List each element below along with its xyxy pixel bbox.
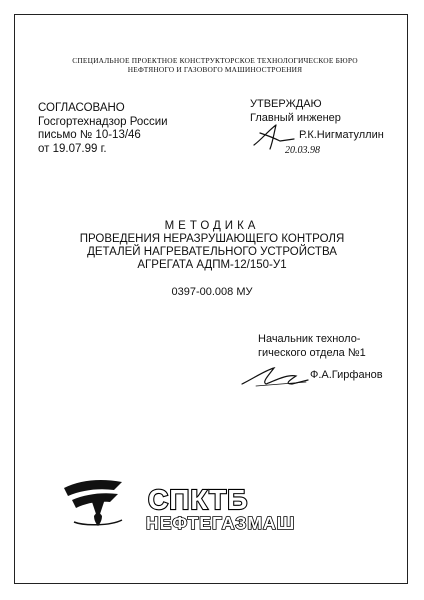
document-title [40,220,384,272]
approved-signature-line [250,125,384,156]
title-line-3: ДЕТАЛЕЙ НАГРЕВАТЕЛЬНОГО УСТРОЙСТВА [87,246,337,258]
organization-header [60,56,370,74]
agreed-label: СОГЛАСОВАНО [38,102,125,114]
title-line-4: АГРЕГАТА АДПМ-12/150-У1 [137,259,287,271]
document-code: 0397-00.008 МУ [171,286,253,298]
header-line-1: СПЕЦИАЛЬНОЕ ПРОЕКТНОЕ КОНСТРУКТОРСКОЕ ТЕХНОЛОГИЧЕСКОЕ БЮРО [72,56,358,65]
approved-date: 20.03.98 [285,145,320,156]
approved-block [250,98,384,156]
agreed-letter: письмо № 10-13/46 [38,129,141,141]
approved-position: Главный инженер [250,111,341,124]
chief-line-2: гического отдела №1 [258,347,366,359]
title-line-2: ПРОВЕДЕНИЯ НЕРАЗРУШАЮЩЕГО КОНТРОЛЯ [79,233,345,245]
chief-block [258,332,366,360]
organization-name-secondary: НЕФТЕГАЗМАШ [146,513,296,533]
chief-name: Ф.А.Гирфанов [310,369,383,381]
chief-line-1: Начальник техноло- [258,333,361,345]
approved-name: Р.К.Нигматуллин [299,129,384,141]
organization-logo [60,470,136,540]
title-line-1: МЕТОДИКА [164,220,260,232]
header-line-2: НЕФТЯНОГО И ГАЗОВОГО МАШИНОСТРОЕНИЯ [127,65,303,74]
agreed-date: от 19.07.99 г. [38,142,107,155]
approved-label: УТВЕРЖДАЮ [250,98,322,110]
organization-name-primary: СПКТБ [148,484,249,515]
agreed-block [38,102,168,156]
agreed-org: Госгортехнадзор России [38,115,168,128]
